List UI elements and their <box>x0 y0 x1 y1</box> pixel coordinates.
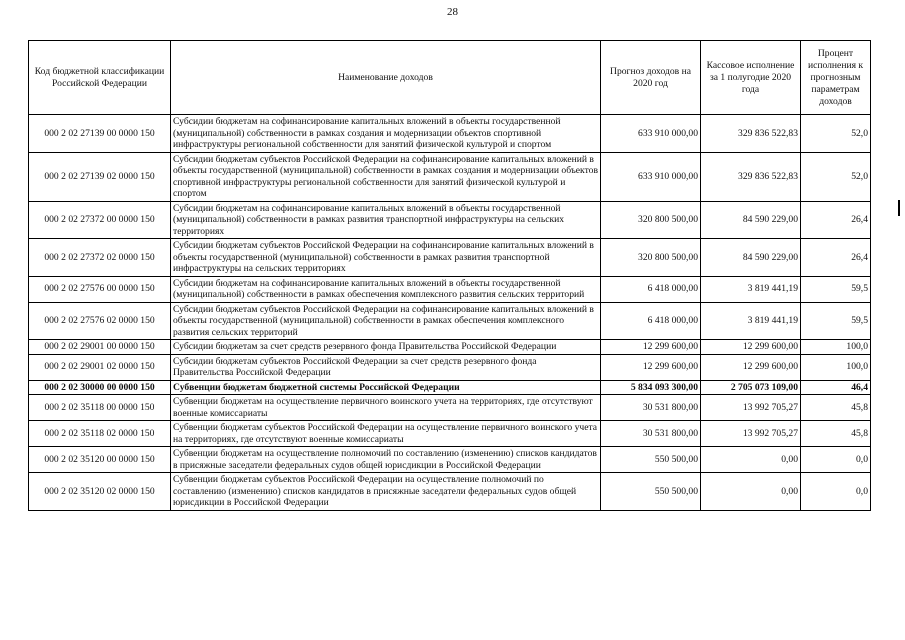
cell-forecast: 633 910 000,00 <box>601 152 701 201</box>
table-row <box>29 447 871 473</box>
cell-executed: 84 590 229,00 <box>701 239 801 277</box>
cell-name: Субвенции бюджетам на осуществление полномочий по составлению (изменению) списков кандидатов в присяжные заседатели федеральных судов общей юрисдикции в Российской Федерации <box>171 447 601 473</box>
cell-forecast: 550 500,00 <box>601 447 701 473</box>
cell-code: 000 2 02 27576 02 0000 150 <box>29 302 171 340</box>
cell-executed: 3 819 441,19 <box>701 276 801 302</box>
table-row <box>29 340 871 355</box>
cell-executed: 12 299 600,00 <box>701 340 801 355</box>
table-row <box>29 421 871 447</box>
cell-percent: 26,4 <box>801 239 871 277</box>
table-row <box>29 239 871 277</box>
cell-code: 000 2 02 29001 02 0000 150 <box>29 354 171 380</box>
cell-code: 000 2 02 27139 00 0000 150 <box>29 115 171 153</box>
table-row <box>29 115 871 153</box>
cell-percent: 100,0 <box>801 354 871 380</box>
cell-forecast: 320 800 500,00 <box>601 239 701 277</box>
cell-forecast: 320 800 500,00 <box>601 201 701 239</box>
cell-percent: 26,4 <box>801 201 871 239</box>
table-body <box>29 115 871 511</box>
cell-executed: 3 819 441,19 <box>701 302 801 340</box>
cell-code: 000 2 02 27576 00 0000 150 <box>29 276 171 302</box>
cell-name: Субсидии бюджетам на софинансирование капитальных вложений в объекты государственной (муниципальной) собственности в рамках обеспечения комплексного развития сельских территорий <box>171 276 601 302</box>
cell-percent: 100,0 <box>801 340 871 355</box>
cell-executed: 0,00 <box>701 447 801 473</box>
cell-forecast: 12 299 600,00 <box>601 354 701 380</box>
cell-percent: 0,0 <box>801 473 871 511</box>
cell-code: 000 2 02 27139 02 0000 150 <box>29 152 171 201</box>
cell-name: Субсидии бюджетам за счет средств резервного фонда Правительства Российской Федерации <box>171 340 601 355</box>
table-row <box>29 302 871 340</box>
cell-percent: 45,8 <box>801 421 871 447</box>
cell-name: Субсидии бюджетам субъектов Российской Федерации на софинансирование капитальных вложений в объекты государственной (муниципальной) собственности в рамках создания и модернизации объектов спортивной инфраструктуры региональной собственности для занятий физической культурой и спортом <box>171 152 601 201</box>
cell-executed: 2 705 073 109,00 <box>701 380 801 395</box>
revenue-table <box>28 40 871 511</box>
cell-executed: 13 992 705,27 <box>701 421 801 447</box>
cell-forecast: 30 531 800,00 <box>601 421 701 447</box>
cell-name: Субсидии бюджетам субъектов Российской Федерации на софинансирование капитальных вложений в объекты государственной (муниципальной) собственности в рамках обеспечения комплексного развития сельских территорий <box>171 302 601 340</box>
page-number: 28 <box>447 6 458 18</box>
cell-code: 000 2 02 29001 00 0000 150 <box>29 340 171 355</box>
cell-name: Субвенции бюджетам бюджетной системы Российской Федерации <box>171 380 601 395</box>
cell-code: 000 2 02 35120 00 0000 150 <box>29 447 171 473</box>
cell-forecast: 12 299 600,00 <box>601 340 701 355</box>
cell-executed: 84 590 229,00 <box>701 201 801 239</box>
cell-name: Субвенции бюджетам субъектов Российской Федерации на осуществление полномочий по составлению (изменению) списков кандидатов в присяжные заседатели федеральных судов общей юрисдикции в Российской Федерации <box>171 473 601 511</box>
cell-name: Субвенции бюджетам субъектов Российской Федерации на осуществление первичного воинского учета на территориях, где отсутствуют военные комиссариаты <box>171 421 601 447</box>
cell-forecast: 30 531 800,00 <box>601 395 701 421</box>
table-row <box>29 354 871 380</box>
cell-percent: 46,4 <box>801 380 871 395</box>
cell-code: 000 2 02 35120 02 0000 150 <box>29 473 171 511</box>
cell-executed: 329 836 522,83 <box>701 115 801 153</box>
cell-percent: 0,0 <box>801 447 871 473</box>
edge-mark <box>898 200 900 216</box>
cell-executed: 0,00 <box>701 473 801 511</box>
table-row <box>29 201 871 239</box>
cell-forecast: 5 834 093 300,00 <box>601 380 701 395</box>
cell-name: Субвенции бюджетам на осуществление первичного воинского учета на территориях, где отсутствуют военные комиссариаты <box>171 395 601 421</box>
table-row <box>29 473 871 511</box>
table-row <box>29 395 871 421</box>
cell-code: 000 2 02 30000 00 0000 150 <box>29 380 171 395</box>
cell-percent: 59,5 <box>801 276 871 302</box>
cell-forecast: 550 500,00 <box>601 473 701 511</box>
cell-forecast: 6 418 000,00 <box>601 302 701 340</box>
cell-name: Субсидии бюджетам субъектов Российской Федерации за счет средств резервного фонда Правительства Российской Федерации <box>171 354 601 380</box>
cell-percent: 59,5 <box>801 302 871 340</box>
cell-percent: 52,0 <box>801 152 871 201</box>
cell-forecast: 6 418 000,00 <box>601 276 701 302</box>
cell-code: 000 2 02 27372 00 0000 150 <box>29 201 171 239</box>
cell-executed: 329 836 522,83 <box>701 152 801 201</box>
cell-name: Субсидии бюджетам субъектов Российской Федерации на софинансирование капитальных вложений в объекты государственной (муниципальной) собственности в рамках развития транспортной инфраструктуры на сельских территориях <box>171 239 601 277</box>
cell-code: 000 2 02 27372 02 0000 150 <box>29 239 171 277</box>
cell-code: 000 2 02 35118 02 0000 150 <box>29 421 171 447</box>
table-row <box>29 380 871 395</box>
cell-name: Субсидии бюджетам на софинансирование капитальных вложений в объекты государственной (муниципальной) собственности в рамках развития транспортной инфраструктуры на сельских территориях <box>171 201 601 239</box>
cell-percent: 45,8 <box>801 395 871 421</box>
table-header-row <box>29 41 871 115</box>
table-row <box>29 152 871 201</box>
cell-executed: 12 299 600,00 <box>701 354 801 380</box>
header-code: Код бюджетной классификации Российской Федерации <box>29 41 171 115</box>
cell-percent: 52,0 <box>801 115 871 153</box>
cell-forecast: 633 910 000,00 <box>601 115 701 153</box>
header-executed: Кассовое исполнение за 1 полугодие 2020 года <box>701 41 801 115</box>
cell-code: 000 2 02 35118 00 0000 150 <box>29 395 171 421</box>
header-forecast: Прогноз доходов на 2020 год <box>601 41 701 115</box>
cell-executed: 13 992 705,27 <box>701 395 801 421</box>
header-name: Наименование доходов <box>171 41 601 115</box>
header-percent: Процент исполнения к прогнозным параметрам доходов <box>801 41 871 115</box>
table-row <box>29 276 871 302</box>
cell-name: Субсидии бюджетам на софинансирование капитальных вложений в объекты государственной (муниципальной) собственности в рамках создания и модернизации объектов спортивной инфраструктуры региональной собственности для занятий физической культурой и спортом <box>171 115 601 153</box>
